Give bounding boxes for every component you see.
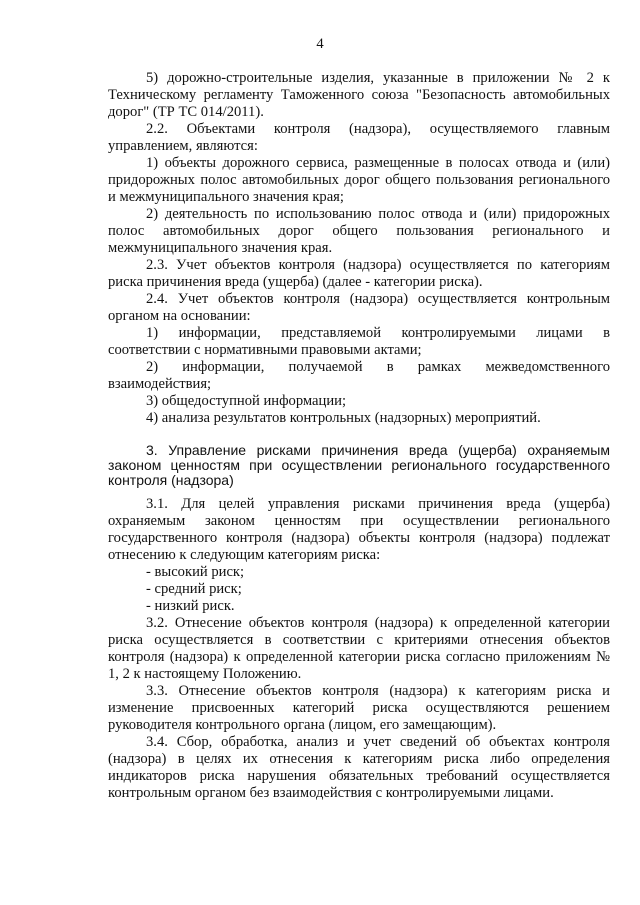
list-item: 3) общедоступной информации; <box>146 393 347 409</box>
paragraph: 2.2. Объектами контроля (надзора), осуществляемого главным управлением, являются: <box>108 121 610 154</box>
list-item: - средний риск; <box>146 581 242 597</box>
document-body <box>108 70 610 802</box>
paragraph: 2.4. Учет объектов контроля (надзора) осуществляется контрольным органом на основании: <box>108 291 610 324</box>
paragraph: 3.2. Отнесение объектов контроля (надзора) к определенной категории риска осуществляется в соответствии с критериями отнесения объектов контроля (надзора) к определенной категории риска согласно приложениям № 1, 2 к настоящему Положению. <box>108 615 610 682</box>
list-item: 2) информации, получаемой в рамках межведомственного взаимодействия; <box>108 359 610 392</box>
paragraph: 3.3. Отнесение объектов контроля (надзора) к категориям риска и изменение присвоенных категорий риска осуществляются решением руководителя контрольного органа (лицом, его замещающим). <box>108 683 610 733</box>
paragraph: 3.4. Сбор, обработка, анализ и учет сведений об объектах контроля (надзора) в целях их отнесения к категориям риска либо определения индикаторов риска нарушения обязательных требований осуществляется контрольным органом без взаимодействия с контролируемыми лицами. <box>108 734 610 801</box>
page-number: 4 <box>316 36 324 52</box>
list-item: 1) информации, представляемой контролируемыми лицами в соответствии с нормативными правовыми актами; <box>108 325 610 358</box>
paragraph: 3.1. Для целей управления рисками причинения вреда (ущерба) охраняемым законом ценностям при осуществлении регионального государственного контроля (надзора) объекты контроля (надзора) подлежат отнесению к следующим категориям риска: <box>108 496 610 563</box>
paragraph: 5) дорожно-строительные изделия, указанные в приложении № 2 к Техническому регламенту Таможенного союза "Безопасность автомобильных дорог" (ТР ТС 014/2011). <box>108 70 610 120</box>
list-item: 1) объекты дорожного сервиса, размещенные в полосах отвода и (или) придорожных полос автомобильных дорог общего пользования регионального и межмуниципального значения края; <box>108 155 610 205</box>
list-item: - высокий риск; <box>146 564 245 580</box>
list-item: - низкий риск. <box>146 598 235 614</box>
list-item: 4) анализа результатов контрольных (надзорных) мероприятий. <box>146 410 541 426</box>
paragraph: 2.3. Учет объектов контроля (надзора) осуществляется по категориям риска причинения вреда (ущерба) (далее - категории риска). <box>108 257 610 290</box>
list-item: 2) деятельность по использованию полос отвода и (или) придорожных полос автомобильных дорог общего пользования регионального и межмуниципального значения края. <box>108 206 610 256</box>
section-heading: 3. Управление рисками причинения вреда (ущерба) охраняемым законом ценностям при осуществлении регионального государственного контроля (надзора) <box>108 442 610 488</box>
